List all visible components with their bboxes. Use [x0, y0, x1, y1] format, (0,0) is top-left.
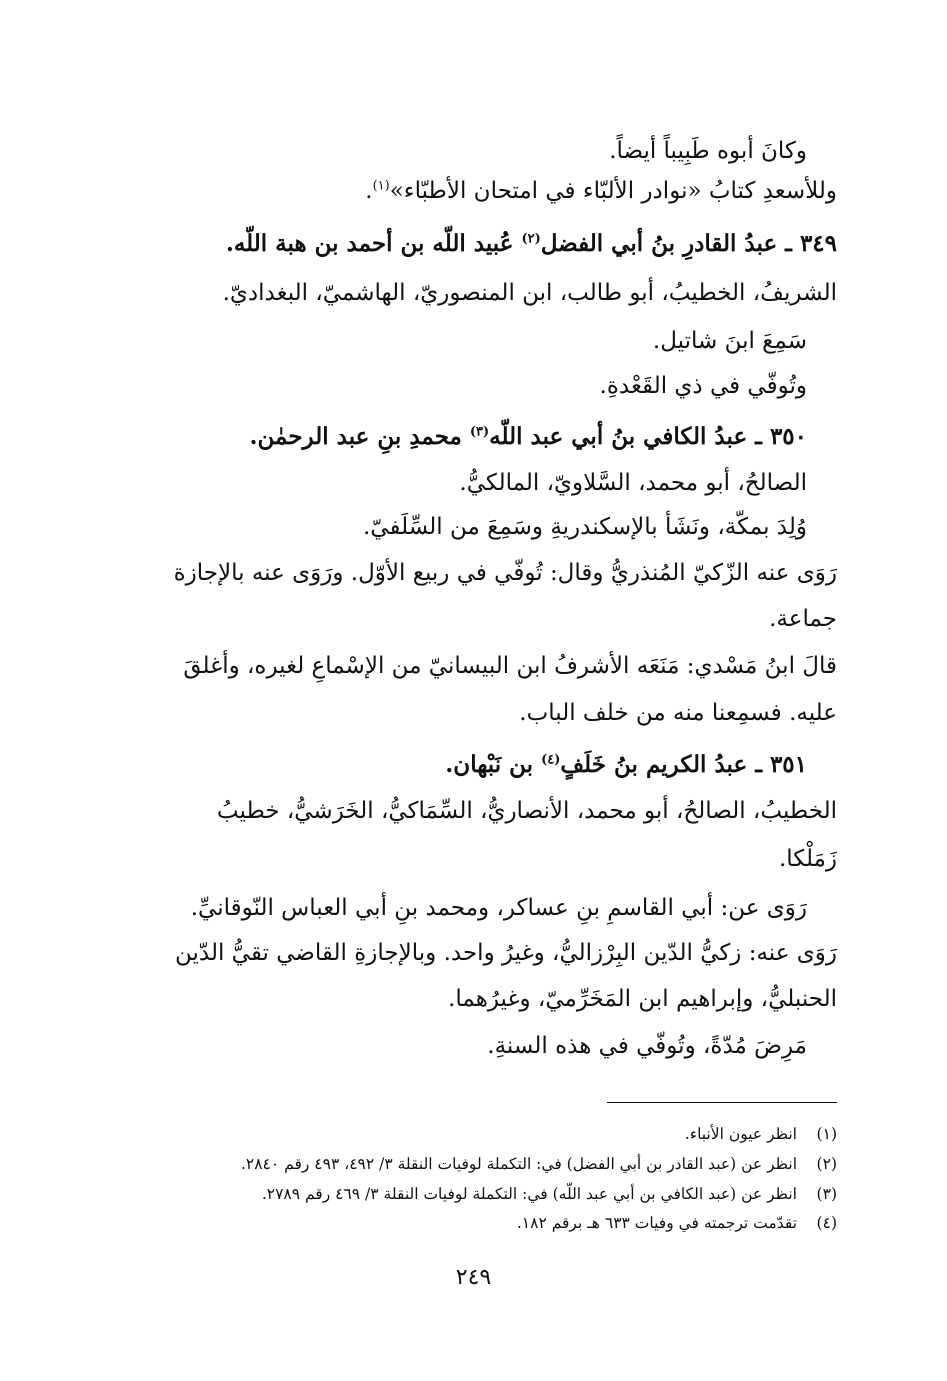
text-line: رَوَى عن: أبي القاسمِ بنِ عساكر، ومحمد بنِ أبي العباس النّوقانيِّ. [190, 895, 807, 921]
text-line: الحنبليُّ، وإبراهيم ابن المَخَرِّميّ، وغيرُهما. [448, 986, 837, 1012]
footnote-number: (٤) [816, 1214, 837, 1232]
text-span: . [365, 178, 373, 204]
footnote-1 [685, 1125, 837, 1143]
text-line: قالَ ابنُ مَسْدي: مَنَعَه الأشرفُ ابن البيسانيّ من الإسْماعِ لغيره، وأغلقَ [183, 653, 837, 679]
footnote-ref: (٣) [469, 424, 490, 440]
footnote-text: تقدّمت ترجمته في وفيات ٦٣٣ هـ برقم ١٨٢. [516, 1214, 797, 1232]
text-line: عليه. فسمِعنا منه من خلف الباب. [519, 700, 837, 726]
footnote-number: (١) [816, 1125, 837, 1143]
text-line: مَرِضَ مُدّةً، وتُوفّي في هذه السنةِ. [487, 1033, 807, 1059]
entry-heading-351 [445, 753, 807, 776]
page-number: ٢٤٩ [455, 1265, 492, 1290]
heading-text: ٣٥٠ ـ عبدُ الكافي بنُ أبي عبد اللّه [489, 423, 807, 450]
entry-heading-349 [226, 232, 837, 255]
footnote-4 [517, 1214, 837, 1232]
text-line: الشريفُ، الخطيبُ، أبو طالب، ابن المنصوريّ، الهاشميّ، البغداديّ. [222, 280, 837, 306]
text-line: زَمَلْكا. [778, 846, 837, 872]
heading-text: عُبيد اللّه بن أحمد بن هبة اللّه. [225, 230, 522, 257]
footnote-text: انظر عيون الأنباء. [684, 1125, 797, 1143]
footnote-number: (٢) [816, 1155, 837, 1173]
footnote-ref: (٤) [541, 752, 561, 768]
heading-text: محمدِ بنِ عبد الرحمٰن. [249, 423, 470, 450]
text-line: رَوَى عنه: زكيُّ الدّين البِرْزاليُّ، وغيرُ واحد. وبالإجازةِ القاضي تقيُّ الدّين [174, 940, 837, 966]
entry-heading-350 [250, 425, 807, 448]
text-line: وتُوفّي في ذي القَعْدةِ. [599, 373, 807, 399]
footnote-3 [262, 1185, 837, 1203]
text-span: وللأسعدِ كتابُ «نوادر الألبّاء في امتحان الأطبّاء» [389, 178, 837, 204]
heading-text: بن نَبْهان. [445, 751, 542, 778]
footnote-number: (٣) [816, 1185, 837, 1203]
heading-text: ٣٤٩ ـ عبدُ القادرِ بنُ أبي الفضل [540, 230, 837, 257]
text-line: رَوَى عنه الزّكيّ المُنذريُّ وقال: تُوفّي في ربيع الأوّل. ورَوَى عنه بالإجازة [173, 560, 837, 586]
text-line: وكانَ أبوه طَبِيباً أيضاً. [609, 138, 807, 164]
text-line: وُلِدَ بمكّة، ونَشَأ بالإسكندريةِ وسَمِعَ من السِّلَفيّ. [363, 514, 807, 540]
footnote-text: انظر عن (عبد القادر بن أبي الفضل) في: التكملة لوفيات النقلة ٣/ ٤٩٢، ٤٩٣ رقم ٢٨٤٠. [240, 1155, 797, 1173]
text-line: سَمِعَ ابنَ شاتيل. [652, 328, 807, 354]
text-line [365, 180, 837, 203]
footnote-ref: (١) [372, 178, 390, 194]
footnote-ref: (٢) [521, 231, 541, 247]
text-line: جماعة. [769, 606, 837, 632]
heading-text: ٣٥١ ـ عبدُ الكريم بنُ خَلَفٍ [560, 751, 807, 778]
footnote-2 [241, 1155, 837, 1173]
footnote-text: انظر عن (عبد الكافي بن أبي عبد اللّه) في: التكملة لوفيات النقلة ٣/ ٤٦٩ رقم ٢٧٨٩. [261, 1185, 797, 1203]
text-line: الخطيبُ، الصالحُ، أبو محمد، الأنصاريُّ، السِّمَاكيُّ، الخَرَشيُّ، خطيبُ [216, 798, 837, 824]
footnote-rule [607, 1102, 837, 1103]
text-line: الصالحُ، أبو محمد، السَّلاويّ، المالكيُّ. [459, 470, 807, 496]
